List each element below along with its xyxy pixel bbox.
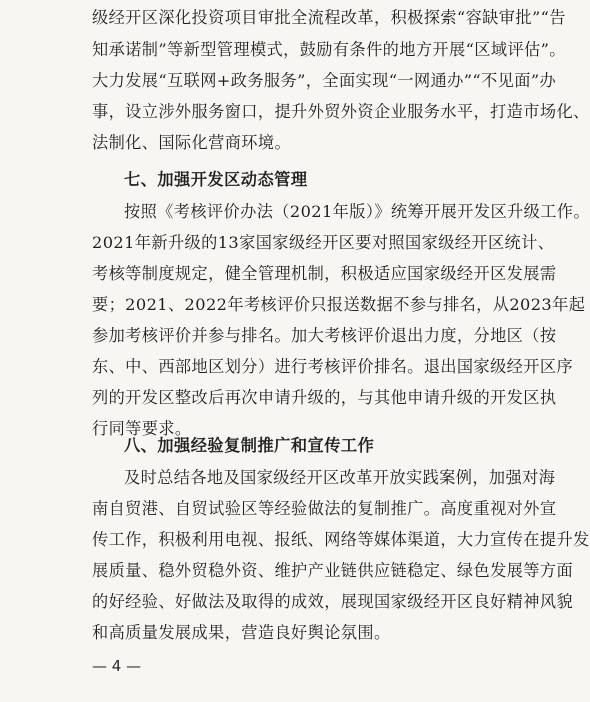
paragraph-line: 级经开区深化投资项目审批全流程改革，积极探索“容缺审批”“告: [92, 8, 566, 27]
paragraph-line: 东、中、西部地区划分）进行考核评价排名。退出国家级经开区序: [92, 357, 574, 376]
paragraph-line: 要；2021、2022年考核评价只报送数据不参与排名，从2023年起: [92, 295, 586, 314]
paragraph-line: 及时总结各地及国家级经开区改革开放实践案例，加强对海: [124, 468, 556, 487]
page-number: — 4 —: [92, 657, 142, 675]
paragraph-line: 2021年新升级的13家国家级经开区要对照国家级经开区统计、: [92, 233, 555, 252]
paragraph-line: 事，设立涉外服务窗口，提升外贸外资企业服务水平，打造市场化、: [92, 102, 590, 121]
paragraph-line: 法制化、国际化营商环境。: [92, 133, 292, 152]
paragraph-line: 考核等制度规定，健全管理机制，积极适应国家级经开区发展需: [92, 264, 557, 283]
paragraph-line: 南自贸港、自贸试验区等经验做法的复制推广。高度重视对外宣: [92, 499, 557, 518]
paragraph-line: 参加考核评价并参与排名。加大考核评价退出力度，分地区（按: [92, 326, 557, 345]
paragraph-line: 展质量、稳外贸稳外资、维护产业链供应链稳定、绿色发展等方面: [92, 561, 574, 580]
paragraph-line: 知承诺制”等新型管理模式，鼓励有条件的地方开展“区域评估”。: [92, 40, 566, 59]
paragraph-line: 行同等要求。: [92, 419, 192, 438]
paragraph-line: 按照《考核评价办法（2021年版）》统筹开展开发区升级工作。: [124, 202, 590, 221]
paragraph-line: 和高质量发展成果，营造良好舆论氛围。: [92, 623, 391, 642]
section-heading-7: 七、加强开发区动态管理: [124, 170, 308, 189]
paragraph-line: 传工作，积极利用电视、报纸、网络等媒体渠道，大力宣传在提升发: [92, 530, 590, 549]
section-heading-8: 八、加强经验复制推广和宣传工作: [124, 436, 375, 455]
paragraph-line: 列的开发区整改后再次申请升级的，与其他申请升级的开发区执: [92, 388, 557, 407]
paragraph-line: 的好经验、好做法及取得的成效，展现国家级经开区良好精神风貌: [92, 592, 574, 611]
paragraph-line: 大力发展“互联网+政务服务”，全面实现“一网通办”“不见面”办: [92, 71, 557, 90]
